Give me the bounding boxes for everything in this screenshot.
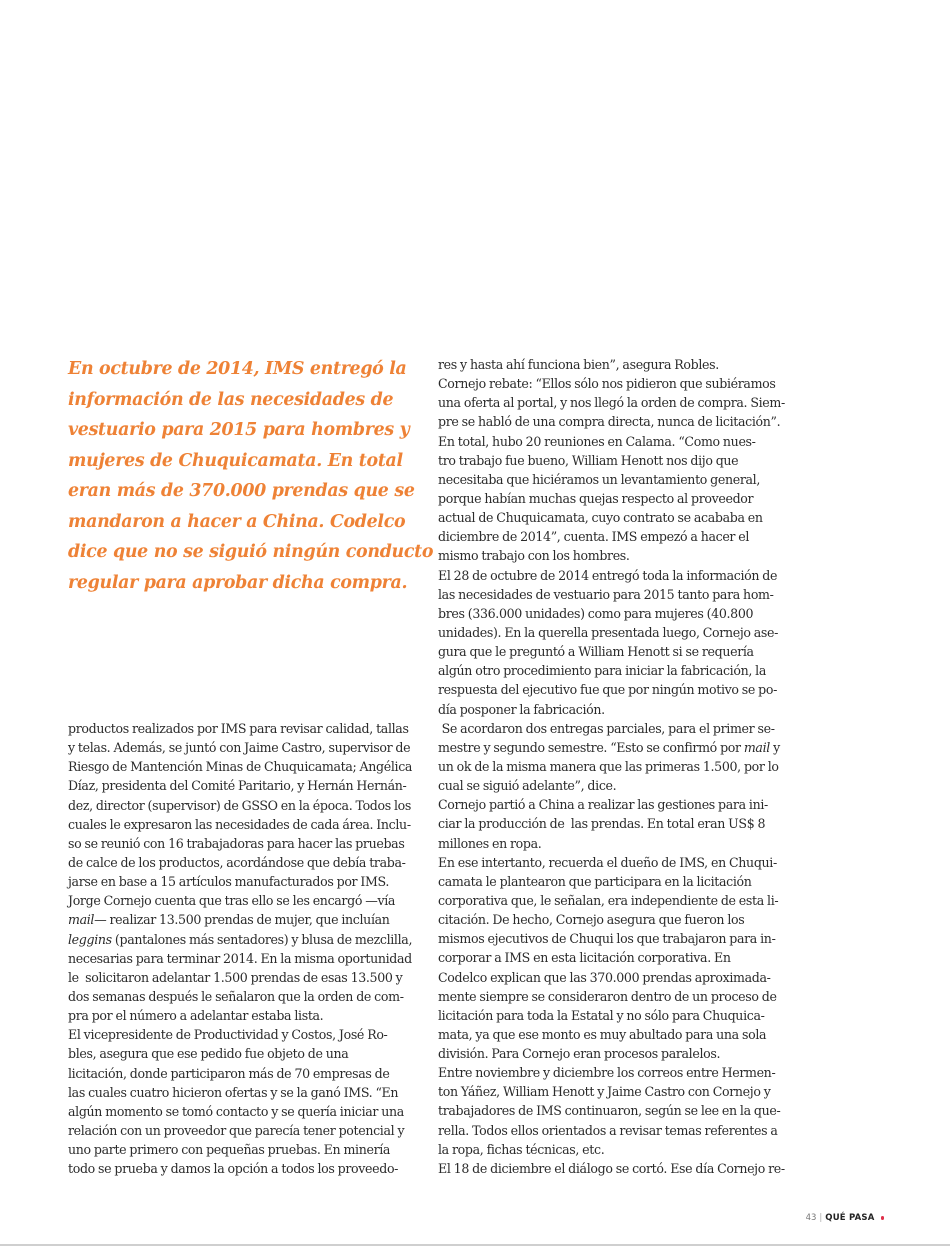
article-column-right [438,355,790,1178]
article-line [438,374,790,393]
article-line [438,585,790,604]
line-text: El 18 de diciembre el diálogo se cortó. Ese día Cornejo re- [438,1160,785,1176]
pull-quote-line: vestuario para 2015 para hombres y [68,420,410,440]
article-line [438,470,790,489]
line-text: necesitaba que hiciéramos un levantamiento general, [438,471,760,487]
article-line [68,1044,424,1063]
line-text: día posponer la fabricación. [438,701,605,717]
article-line [68,1064,424,1083]
line-text: productos realizados por IMS para revisar calidad, tallas [68,721,409,736]
article-line [68,1121,424,1140]
line-text: le solicitaron adelantar 1.500 prendas de esas 13.500 y [68,969,403,985]
line-text: y [769,739,780,755]
pull-quote-line: dice que no se siguió ningún conducto [68,542,434,562]
line-text: respuesta del ejecutivo fue que por ningún motivo se po- [438,682,777,698]
line-text: En ese intertanto, recuerda el dueño de IMS, en Chuqui- [438,854,777,870]
article-line [438,489,790,508]
line-text: ciar la producción de las prendas. En total eran US$ 8 [438,816,766,832]
line-text: relación con un proveedor que parecía tener potencial y [68,1122,405,1138]
line-text: cual se siguió adelante”, dice. [438,778,617,794]
line-text: bres (336.000 unidades) como para mujeres (40.800 [438,605,754,621]
line-text: mestre y segundo semestre. “Esto se confirmó por [438,739,744,755]
line-text: citación. De hecho, Cornejo asegura que fueron los [438,912,745,928]
italic-term: mail [743,739,770,755]
article-line [438,623,790,642]
line-text: un ok de la misma manera que las primeras 1.500, por lo [438,758,779,774]
line-text: actual de Chuquicamata, cuyo contrato se acababa en [438,510,763,526]
footer-separator: | [819,1213,823,1223]
article-line [438,853,790,872]
line-text: cuales le expresaron las necesidades de cada área. Inclu- [68,816,411,832]
line-text: de calce de los productos, acordándose que debía traba- [68,854,406,870]
line-text: millones en ropa. [438,835,542,851]
magazine-name: QUÉ PASA [825,1213,875,1223]
article-line [68,1083,424,1102]
pull-quote-line: regular para aprobar dicha compra. [68,572,408,593]
article-line [438,642,790,661]
article-line [438,1044,790,1063]
line-text: rella. Todos ellos orientados a revisar temas referentes a [438,1122,778,1138]
article-line [438,1101,790,1120]
article-line [438,393,790,412]
line-text: uno parte primero con pequeñas pruebas. En minería [68,1142,391,1158]
pull-quote-line: información de las necesidades de [68,389,394,410]
line-text: todo se prueba y damos la opción a todos los proveedo- [68,1161,399,1177]
article-line [68,796,424,815]
line-text: Riesgo de Mantención Minas de Chuquicamata; Angélica [68,759,413,775]
line-text: tro trabajo fue bueno, William Henott nos dijo que [438,452,739,468]
line-text: las cuales cuatro hicieron ofertas y se la ganó IMS. “En [68,1084,399,1100]
article-line [68,719,424,738]
article-line [438,987,790,1006]
article-line [68,949,424,968]
line-text: la ropa, fichas técnicas, etc. [438,1141,605,1157]
line-text: mente siempre se consideraron dentro de un proceso de [438,988,777,1004]
article-line [68,1159,424,1178]
pull-quote-line: En octubre de 2014, IMS entregó la [68,359,407,379]
line-text: Cornejo partió a China a realizar las gestiones para ini- [438,797,768,813]
article-line [438,1140,790,1159]
article-line [438,757,790,776]
article-line [438,1025,790,1044]
line-text: dos semanas después le señalaron que la orden de com- [68,988,404,1004]
line-text: las necesidades de vestuario para 2015 tanto para hom- [438,586,774,602]
italic-term: leggins [68,931,112,947]
article-line [438,738,790,757]
line-text: — realizar 13.500 prendas de mujer, que incluían [94,912,390,928]
line-text: Díaz, presidenta del Comité Paritario, y Hernán Hernán- [68,778,407,794]
article-line [68,1102,424,1121]
pull-quote-line: eran más de 370.000 prendas que se [68,481,415,501]
article-line [438,508,790,527]
article-line [438,1006,790,1025]
article-column-left [68,719,424,1178]
line-text: Se acordaron dos entregas parciales, para el primer se- [438,720,775,736]
line-text: dez, director (supervisor) de GSSO en la época. Todos los [68,797,412,813]
article-line [68,987,424,1006]
line-text: Cornejo rebate: “Ellos sólo nos pidieron que subiéramos [438,376,776,392]
article-line [438,1063,790,1082]
article-line [438,910,790,929]
article-line [68,968,424,987]
article-line [438,776,790,795]
line-text: algún momento se tomó contacto y se quería iniciar una [68,1103,404,1119]
line-text: Jorge Cornejo cuenta que tras ello se les encargó —vía [68,893,396,909]
line-text: trabajadores de IMS continuaron, según se lee en la que- [438,1103,781,1119]
line-text: jarse en base a 15 artículos manufacturados por IMS. [68,874,390,890]
line-text: El 28 de octubre de 2014 entregó toda la información de [438,567,778,583]
line-text: licitación, donde participaron más de 70 empresas de [68,1065,390,1081]
line-text: corporar a IMS en esta licitación corporativa. En [438,950,731,966]
article-line [438,661,790,680]
article-line [438,814,790,833]
bullet-dot-icon [881,1216,885,1220]
line-text: licitación para toda la Estatal y no sólo para Chuquica- [438,1007,765,1023]
article-line [438,891,790,910]
article-line [68,757,424,776]
line-text: camata le plantearon que participara en la licitación [438,873,752,889]
article-line [68,1025,424,1044]
line-text: unidades). En la querella presentada luego, Cornejo ase- [438,624,779,640]
article-line [438,968,790,987]
article-line [438,527,790,546]
line-text: una oferta al portal, y nos llegó la orden de compra. Siem- [438,395,785,411]
article-line [438,1121,790,1140]
line-text: algún otro procedimiento para iniciar la fabricación, la [438,663,766,679]
article-line [68,1006,424,1025]
article-line [68,910,424,929]
article-line [438,872,790,891]
article-line [68,834,424,853]
line-text: pra por el número a adelantar estaba lista. [68,1008,324,1024]
article-line [68,738,424,757]
line-text: mismos ejecutivos de Chuqui los que trabajaron para in- [438,931,776,947]
article-line [438,1159,790,1178]
article-line [438,948,790,967]
line-text: so se reunió con 16 trabajadoras para hacer las pruebas [68,835,405,851]
line-text: En total, hubo 20 reuniones en Calama. “Como nues- [438,433,756,449]
article-line [68,872,424,891]
line-text: porque habían muchas quejas respecto al proveedor [438,490,754,506]
article-line [68,1140,424,1159]
line-text: pre se habló de una compra directa, nunca de licitación”. [438,414,781,430]
line-text: res y hasta ahí funciona bien”, asegura Robles. [438,357,719,372]
article-line [438,451,790,470]
line-text: (pantalones más sentadores) y blusa de mezclilla, [111,931,413,947]
article-line [438,680,790,699]
article-line [438,719,790,738]
pull-quote [68,354,434,598]
line-text: Entre noviembre y diciembre los correos entre Hermen- [438,1065,776,1081]
article-line [68,930,424,949]
line-text: y telas. Además, se juntó con Jaime Castro, supervisor de [68,740,411,756]
article-line [68,891,424,910]
article-line [68,776,424,795]
line-text: mismo trabajo con los hombres. [438,548,630,564]
article-line [68,815,424,834]
article-line [438,834,790,853]
line-text: El vicepresidente de Productividad y Costos, José Ro- [68,1027,388,1043]
line-text: Codelco explican que las 370.000 prendas aproximada- [438,969,771,985]
line-text: corporativa que, le señalan, era independiente de esta li- [438,892,779,908]
line-text: necesarias para terminar 2014. En la misma oportunidad [68,950,412,966]
article-line [438,355,790,374]
article-line [438,795,790,814]
pull-quote-line: mandaron a hacer a China. Codelco [68,511,406,532]
article-line [438,566,790,585]
article-line [438,412,790,431]
article-line [438,700,790,719]
pull-quote-line: mujeres de Chuquicamata. En total [68,450,403,471]
article-line [438,929,790,948]
line-text: ton Yáñez, William Henott y Jaime Castro con Cornejo y [438,1084,771,1100]
line-text: diciembre de 2014”, cuenta. IMS empezó a hacer el [438,529,750,545]
article-line [438,432,790,451]
article-line [68,853,424,872]
article-line [438,1082,790,1101]
line-text: gura que le preguntó a William Henott si se requería [438,644,754,660]
page-number: 43 [805,1213,817,1223]
line-text: bles, asegura que ese pedido fue objeto de una [68,1046,349,1062]
article-line [438,604,790,623]
page-footer [806,1213,884,1223]
line-text: mata, ya que ese monto es muy abultado para una sola [438,1026,767,1042]
line-text: división. Para Cornejo eran procesos paralelos. [438,1046,721,1062]
article-line [438,546,790,565]
italic-term: mail [68,912,95,928]
